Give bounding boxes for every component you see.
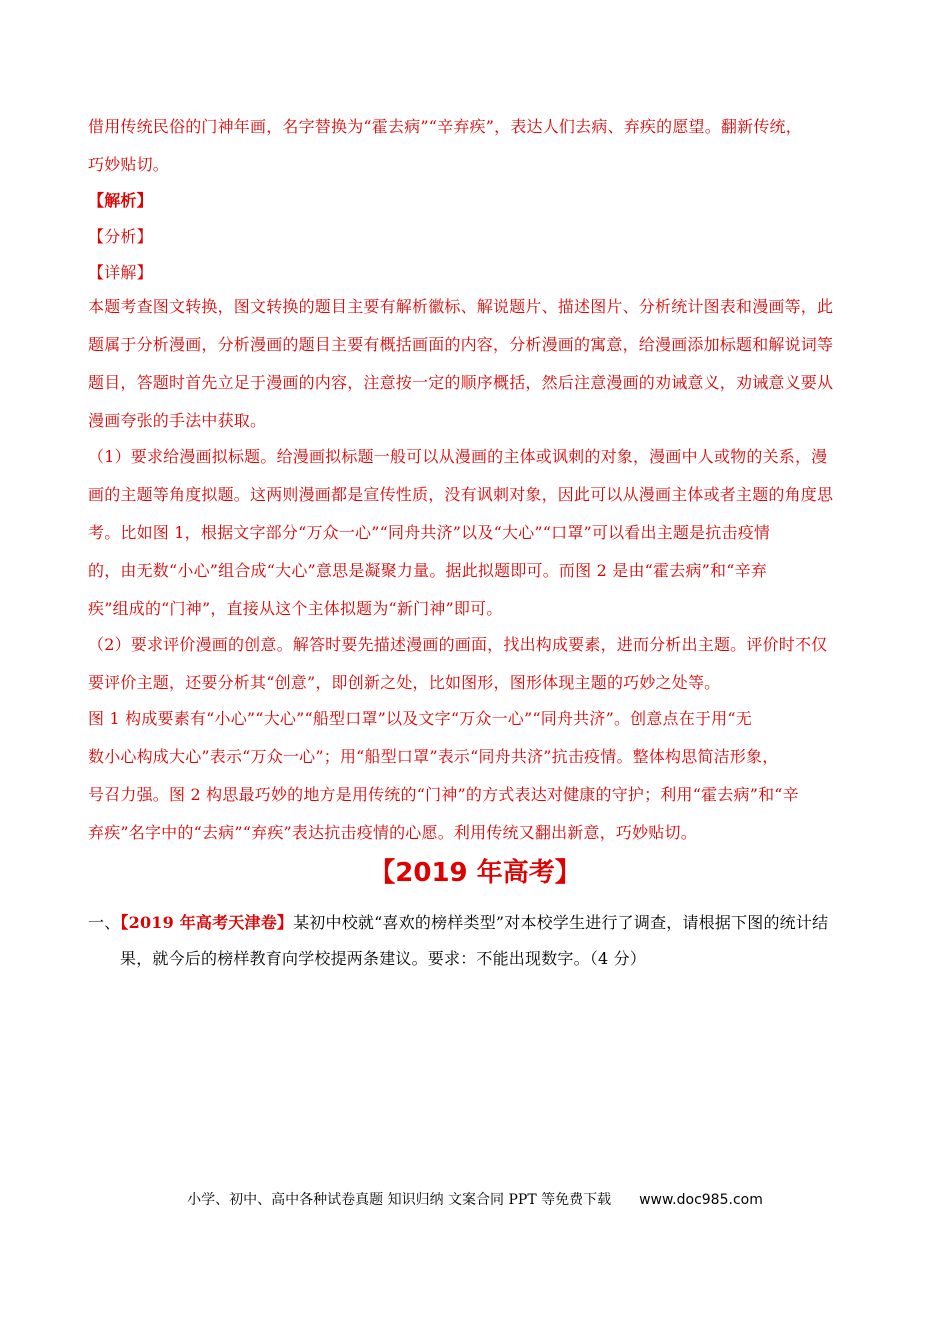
detail-line-1: 本题考查图文转换，图文转换的题目主要有解析徽标、解说题片、描述图片、分析统计图表和漫画等，此	[88, 297, 834, 316]
answer-line-1: 借用传统民俗的门神年画，名字替换为“霍去病”“辛弃疾”，表达人们去病、弃疾的愿望。翻新传统，	[88, 117, 802, 136]
detail-line-4: 漫画夸张的手法中获取。	[88, 411, 267, 430]
footer-url-link[interactable]: www.doc985.com	[639, 1192, 763, 1208]
detail-line-5: （1）要求给漫画拟标题。给漫画拟标题一般可以从漫画的主体或讽刺的对象，漫画中人或物的关系，漫	[88, 447, 828, 466]
question-tag: 【2019 年高考天津卷】	[120, 913, 294, 932]
footer-text: 小学、初中、高中各种试卷真题 知识归纳 文案合同 PPT 等免费下载	[187, 1192, 612, 1208]
detail-line-12: 图 1 构成要素有“小心”“大心”“船型口罩”以及文字“万众一心”“同舟共济”。创意点在于用“无	[88, 709, 752, 728]
answer-line-2: 巧妙贴切。	[88, 155, 170, 174]
detail-line-13: 数小心构成大心”表示“万众一心”；用“船型口罩”表示“同舟共济”抗击疫情。整体构思简洁形象，	[88, 747, 779, 766]
detail-line-8: 的，由无数“小心”组合成“大心”意思是凝聚力量。据此拟题即可。而图 2 是由“霍去病”和“辛弃	[88, 561, 768, 580]
detail-line-10: （2）要求评价漫画的创意。解答时要先描述漫画的画面，找出构成要素，进而分析出主题。评价时不仅	[88, 635, 828, 654]
label-xiangjie: 【详解】	[88, 263, 153, 282]
detail-line-7: 考。比如图 1，根据文字部分“万众一心”“同舟共济”以及“大心”“口罩”可以看出主题是抗击疫情	[88, 523, 771, 542]
question-line-1	[88, 912, 828, 934]
footer	[0, 1190, 950, 1210]
detail-line-2: 题属于分析漫画，分析漫画的题目主要有概括画面的内容，分析漫画的寓意，给漫画添加标题和解说词等	[88, 335, 834, 354]
label-fenxi: 【分析】	[88, 227, 153, 246]
question-number: 一、	[88, 913, 121, 932]
detail-line-15: 弃疾”名字中的“去病”“弃疾”表达抗击疫情的心愿。利用传统又翻出新意，巧妙贴切。	[88, 823, 697, 842]
question-text-1: 某初中校就“喜欢的榜样类型”对本校学生进行了调查，请根据下图的统计结	[293, 913, 829, 932]
question-line-2: 果，就今后的榜样教育向学校提两条建议。要求：不能出现数字。（4 分）	[120, 949, 647, 968]
section-title: 【2019 年高考】	[369, 858, 581, 888]
label-jiexi: 【解析】	[88, 191, 153, 210]
detail-line-6: 画的主题等角度拟题。这两则漫画都是宣传性质，没有讽刺对象，因此可以从漫画主体或者主题的角度思	[88, 485, 834, 504]
detail-line-14: 号召力强。图 2 构思最巧妙的地方是用传统的“门神”的方式表达对健康的守护；利用“霍去病”和“辛	[88, 785, 799, 804]
detail-line-3: 题目，答题时首先立足于漫画的内容，注意按一定的顺序概括，然后注意漫画的劝诫意义，劝诫意义要从	[88, 373, 834, 392]
detail-line-9: 疾”组成的“门神”，直接从这个主体拟题为“新门神”即可。	[88, 599, 503, 618]
detail-line-11: 要评价主题，还要分析其“创意”，即创新之处，比如图形，图形体现主题的巧妙之处等。	[88, 673, 721, 692]
